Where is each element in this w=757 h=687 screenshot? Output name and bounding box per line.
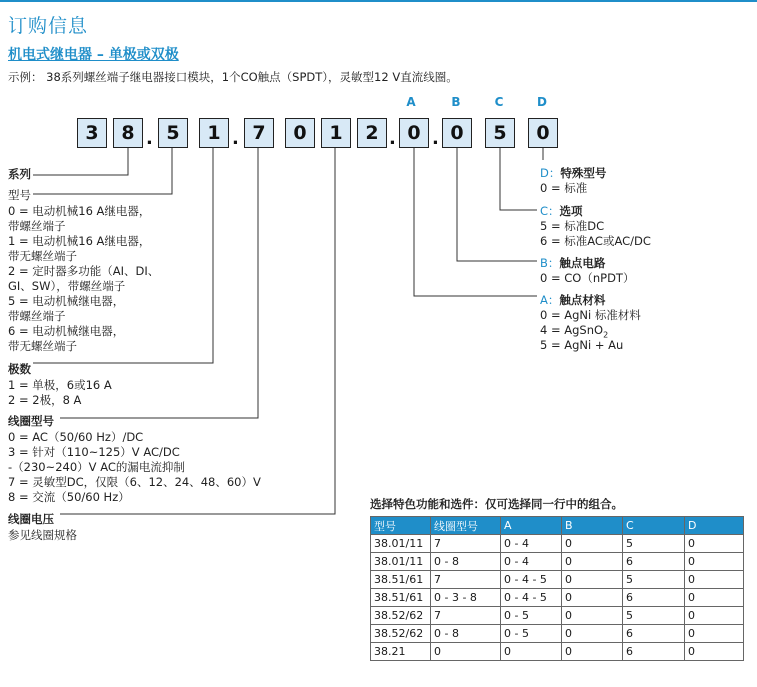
- code-digit: 0: [399, 118, 429, 148]
- table-cell: 0: [685, 643, 744, 661]
- legend-coil-type-item: -（230~240）V AC的漏电流抑制: [8, 460, 185, 474]
- table-cell: 7: [431, 607, 501, 625]
- legend-type-title: 型号: [8, 188, 31, 202]
- table-cell: 5: [623, 607, 685, 625]
- legend-c-item: 5 = 标准DC: [540, 219, 605, 233]
- legend-type-item: 带无螺丝端子: [8, 339, 77, 353]
- selection-table: [370, 516, 744, 661]
- code-digit: 5: [158, 118, 188, 148]
- section-subtitle: 机电式继电器 – 单极或双极: [8, 47, 179, 63]
- table-cell: 0 - 8: [431, 553, 501, 571]
- connector-series: [33, 148, 128, 175]
- legend-a-title: 触点材料: [559, 293, 606, 307]
- legend-type-item: 带无螺丝端子: [8, 249, 77, 263]
- table-row: [371, 643, 744, 661]
- table-row: [371, 535, 744, 553]
- table-header-row: [371, 517, 744, 535]
- position-letter-a: A: [406, 95, 416, 109]
- subscript-2: 2: [603, 330, 609, 340]
- table-cell: 0 - 4: [501, 535, 562, 553]
- header-cell: C: [623, 517, 685, 535]
- legend-series: 系列: [8, 167, 31, 181]
- legend-c-item: 6 = 标准AC或AC/DC: [540, 234, 651, 248]
- table-cell: 38.21: [371, 643, 431, 661]
- legend-coil-type-title: 线圈型号: [8, 414, 54, 428]
- legend-b-item: 0 = CO（nPDT）: [540, 271, 635, 285]
- table-cell: 0: [562, 535, 623, 553]
- table-cell: 0: [685, 625, 744, 643]
- legend-a-item: 4 = AgSnO$_2$: [540, 323, 609, 340]
- legend-c-label: C：: [540, 204, 560, 218]
- position-letter-b: B: [451, 95, 461, 109]
- legend-b-title: 触点电路: [559, 256, 606, 270]
- table-row: [371, 607, 744, 625]
- table-cell: 0: [562, 643, 623, 661]
- table-cell: 38.01/11: [371, 535, 431, 553]
- table-row: [371, 553, 744, 571]
- legend-coil-type-item: 0 = AC（50/60 Hz）/DC: [8, 430, 144, 444]
- legend-poles-title: 极数: [8, 362, 31, 376]
- code-digit: 5: [485, 118, 515, 148]
- code-digit: 0: [528, 118, 558, 148]
- table-cell: 38.01/11: [371, 553, 431, 571]
- legend-type-item: 2 = 定时器多功能（AI、DI、: [8, 264, 160, 278]
- table-cell: 6: [623, 625, 685, 643]
- header-cell: 型号: [371, 517, 431, 535]
- code-digit: 1: [321, 118, 351, 148]
- legend-d-title: 特殊型号: [560, 166, 607, 180]
- legend-a-item: 5 = AgNi + Au: [540, 338, 624, 352]
- header-cell: D: [685, 517, 744, 535]
- table-cell: 0 - 4 - 5: [501, 589, 562, 607]
- table-cell: 38.51/61: [371, 589, 431, 607]
- code-digit: 0: [285, 118, 315, 148]
- table-cell: 7: [431, 535, 501, 553]
- table-cell: 0 - 5: [501, 625, 562, 643]
- legend-coil-type-item: 7 = 灵敏型DC，仅限（6、12、24、48、60）V: [8, 475, 261, 489]
- connector-b: [457, 148, 537, 261]
- table-cell: 5: [623, 571, 685, 589]
- example-text: 示例： 38系列螺丝端子继电器接口模块，1个CO触点（SPDT），灵敏型12 V直流线圈。: [8, 70, 458, 84]
- position-letter-c: C: [494, 95, 504, 109]
- legend-type-item: 带螺丝端子: [8, 309, 66, 323]
- legend-poles-item: 1 = 单极，6或16 A: [8, 378, 112, 392]
- table-cell: 6: [623, 643, 685, 661]
- legend-type-item: 0 = 电动机械16 A继电器，: [8, 204, 151, 218]
- code-digit: 8: [113, 118, 143, 148]
- legend-c-title: 选项: [559, 204, 583, 218]
- legend-d-heading: [540, 166, 606, 181]
- table-cell: 6: [623, 553, 685, 571]
- code-dot: .: [432, 128, 439, 149]
- position-letter-d: D: [537, 95, 547, 109]
- code-digit: 3: [77, 118, 107, 148]
- table-cell: 0 - 4 - 5: [501, 571, 562, 589]
- legend-type-item: 带螺丝端子: [8, 219, 66, 233]
- table-cell: 0: [685, 535, 744, 553]
- connector-type: [33, 148, 172, 194]
- code-dot: .: [389, 128, 396, 149]
- table-cell: 5: [623, 535, 685, 553]
- table-cell: 0: [562, 607, 623, 625]
- legend-coil-voltage-note: 参见线圈规格: [8, 528, 77, 542]
- header-cell: B: [562, 517, 623, 535]
- table-cell: 0: [685, 607, 744, 625]
- table-cell: 0: [562, 571, 623, 589]
- table-cell: 38.52/62: [371, 625, 431, 643]
- selection-title: 选择特色功能和选件：仅可选择同一行中的组合。: [370, 497, 623, 511]
- legend-c-heading: [540, 204, 583, 219]
- table-cell: 6: [623, 589, 685, 607]
- legend-type-item: 5 = 电动机械继电器，: [8, 294, 125, 308]
- header-cell: A: [501, 517, 562, 535]
- legend-d-item: 0 = 标准: [540, 181, 588, 195]
- table-row: [371, 571, 744, 589]
- code-dot: .: [146, 128, 153, 149]
- table-cell: 0: [562, 553, 623, 571]
- table-cell: 0 - 5: [501, 607, 562, 625]
- code-digit: 2: [357, 118, 387, 148]
- legend-type-item: GI、SW），带螺丝端子: [8, 279, 126, 293]
- table-cell: 0: [562, 625, 623, 643]
- legend-coil-type-item: 8 = 交流（50/60 Hz）: [8, 490, 130, 504]
- legend-coil-type-item: 3 = 针对（110~125）V AC/DC: [8, 445, 180, 459]
- table-row: [371, 589, 744, 607]
- table-cell: 0 - 3 - 8: [431, 589, 501, 607]
- table-cell: 0: [685, 571, 744, 589]
- header-cell: 线圈型号: [431, 517, 501, 535]
- code-dot: .: [232, 128, 239, 149]
- page-title: 订购信息: [8, 15, 89, 37]
- table-cell: 0: [562, 589, 623, 607]
- legend-d-label: D：: [540, 166, 561, 180]
- connector-c: [500, 148, 537, 210]
- code-digit: 7: [244, 118, 274, 148]
- legend-type-item: 1 = 电动机械16 A继电器，: [8, 234, 151, 248]
- table-cell: 7: [431, 571, 501, 589]
- table-cell: 0 - 4: [501, 553, 562, 571]
- legend-b-heading: [540, 256, 605, 271]
- table-cell: 38.51/61: [371, 571, 431, 589]
- legend-type-item: 6 = 电动机械继电器，: [8, 324, 125, 338]
- connector-a: [414, 148, 537, 296]
- table-cell: 0: [501, 643, 562, 661]
- table-cell: 0 - 8: [431, 625, 501, 643]
- table-row: [371, 625, 744, 643]
- code-digit: 1: [199, 118, 229, 148]
- table-cell: 38.52/62: [371, 607, 431, 625]
- legend-a-heading: [540, 293, 605, 308]
- table-cell: 0: [685, 553, 744, 571]
- table-cell: 0: [685, 589, 744, 607]
- code-digit: 0: [442, 118, 472, 148]
- legend-a-label: A：: [540, 293, 560, 307]
- table-cell: 0: [431, 643, 501, 661]
- legend-a-item: 0 = AgNi 标准材料: [540, 308, 641, 322]
- legend-coil-voltage-title: 线圈电压: [8, 512, 54, 526]
- legend-b-label: B：: [540, 256, 560, 270]
- legend-poles-item: 2 = 2极，8 A: [8, 393, 82, 407]
